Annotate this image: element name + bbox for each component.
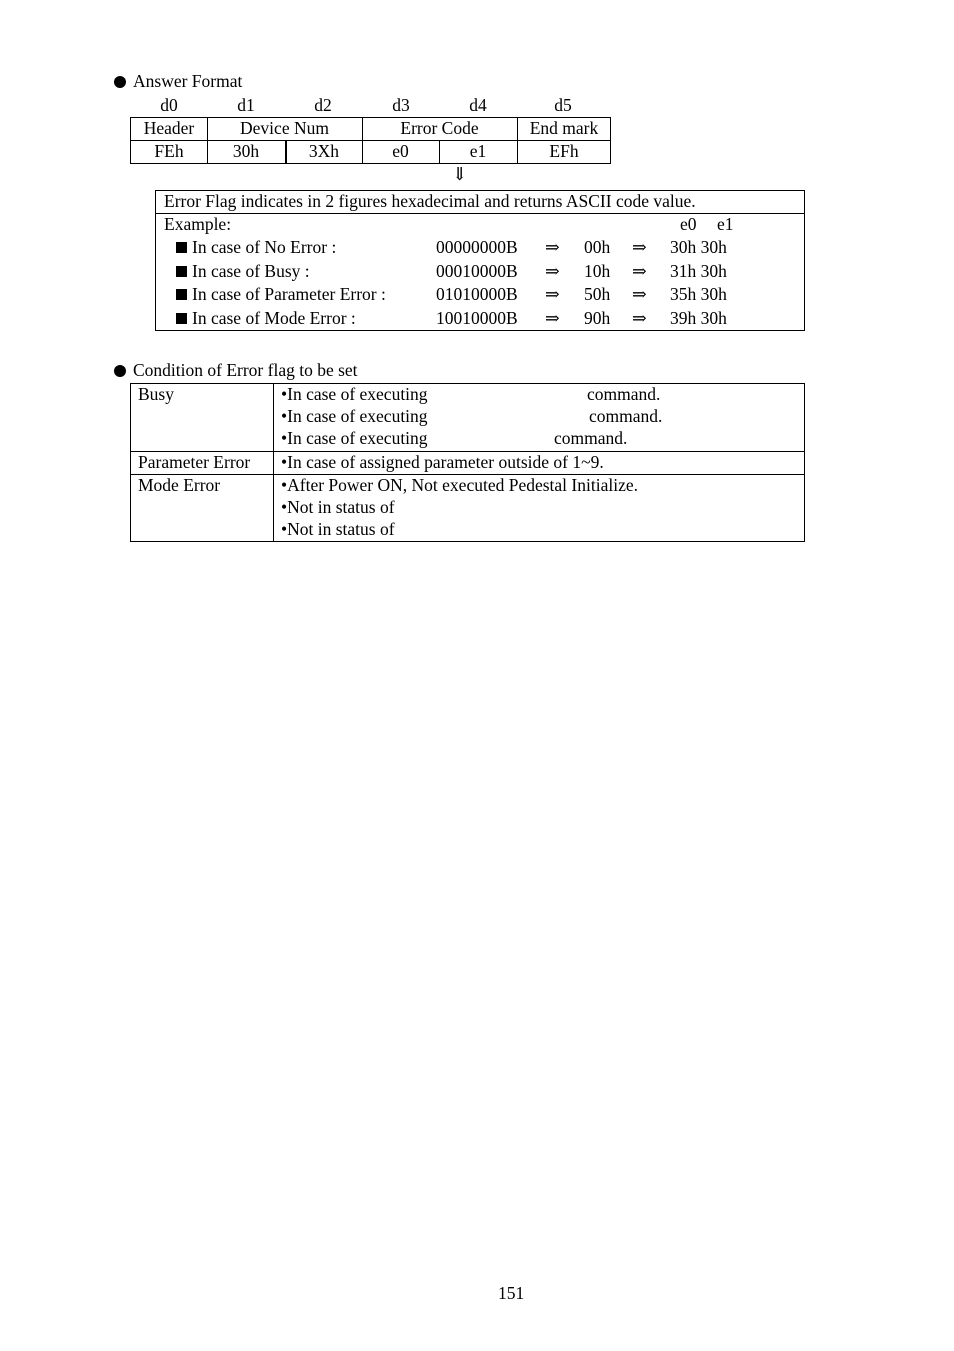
error-row-binary: 00000000B [436,237,518,257]
right-arrow-icon: ⇒ [632,237,647,257]
error-row-label: In case of Busy : [192,261,310,281]
error-row-binary: 00010000B [436,261,518,281]
value-cell-d1: 30h [232,141,260,161]
right-arrow-icon: ⇒ [545,261,560,281]
right-arrow-icon: ⇒ [545,284,560,304]
error-row-label: In case of Parameter Error : [192,284,386,304]
header-cell-header: Header [143,118,195,138]
square-bullet-icon [176,313,187,324]
byte-label-d3: d3 [392,95,410,115]
error-row-ascii: 30h 30h [670,237,727,257]
error-row-binary: 10010000B [436,308,518,328]
error-row-hex: 90h [584,308,611,328]
error-row-ascii: 35h 30h [670,284,727,304]
error-flag-description: Error Flag indicates in 2 figures hexadecimal and returns ASCII code value. [164,191,696,211]
byte-label-d2: d2 [314,95,332,115]
condition-line: •After Power ON, Not executed Pedestal Initialize. [281,475,638,495]
page-number: 151 [498,1283,525,1303]
condition-label-mode-error: Mode Error [138,475,221,495]
condition-label-busy: Busy [138,384,174,404]
value-cell-d0: FEh [154,141,184,161]
error-row-hex: 50h [584,284,611,304]
condition-line-trailing: command. [554,428,628,448]
condition-line-trailing: command. [589,406,663,426]
right-arrow-icon: ⇒ [545,308,560,328]
condition-line: •In case of assigned parameter outside of 1~9. [281,452,604,472]
condition-line-trailing: command. [587,384,661,404]
condition-line: •In case of executing [281,384,428,404]
header-cell-end-mark: End mark [529,118,599,138]
square-bullet-icon [176,289,187,300]
bullet-dot-icon [114,76,126,88]
right-arrow-icon: ⇒ [545,237,560,257]
condition-label-parameter-error: Parameter Error [138,452,251,472]
value-cell-d4: e1 [469,141,487,161]
section-title-answer-format: Answer Format [133,71,243,91]
condition-line: •In case of executing [281,428,428,448]
byte-label-d4: d4 [469,95,487,115]
down-arrow-icon: ⇓ [452,164,468,184]
error-row-binary: 01010000B [436,284,518,304]
right-arrow-icon: ⇒ [632,261,647,281]
column-label-e1: e1 [717,214,734,234]
square-bullet-icon [176,266,187,277]
value-cell-d3: e0 [392,141,409,161]
header-cell-error-code: Error Code [400,118,479,138]
section-title-conditions: Condition of Error flag to be set [133,360,358,380]
byte-label-d0: d0 [160,95,178,115]
header-cell-device-num: Device Num [240,118,329,138]
bullet-dot-icon [114,365,126,377]
value-cell-d2: 3Xh [308,141,340,161]
right-arrow-icon: ⇒ [632,308,647,328]
byte-label-d1: d1 [237,95,255,115]
value-cell-d5: EFh [549,141,579,161]
square-bullet-icon [176,242,187,253]
condition-line: •Not in status of [281,497,395,517]
right-arrow-icon: ⇒ [632,284,647,304]
condition-line: •In case of executing [281,406,428,426]
error-row-hex: 00h [584,237,611,257]
error-row-label: In case of No Error : [192,237,337,257]
condition-line: •Not in status of [281,519,395,539]
error-row-hex: 10h [584,261,611,281]
error-row-ascii: 39h 30h [670,308,727,328]
example-label: Example: [164,214,232,234]
error-row-ascii: 31h 30h [670,261,727,281]
error-row-label: In case of Mode Error : [192,308,356,328]
byte-label-d5: d5 [554,95,572,115]
column-label-e0: e0 [680,214,697,234]
